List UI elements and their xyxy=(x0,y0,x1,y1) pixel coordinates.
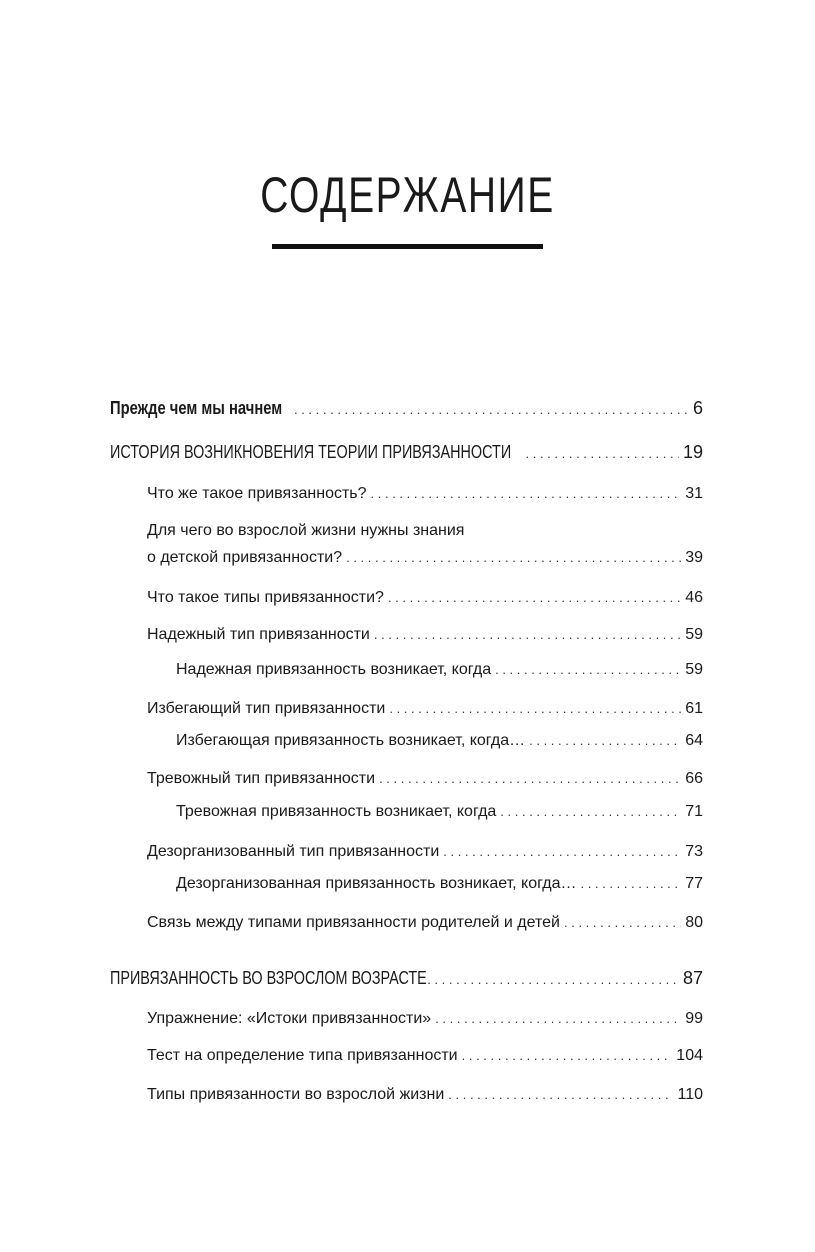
dot-leader xyxy=(564,912,681,934)
toc-entry-label: Тревожная привязанность возникает, когда xyxy=(176,803,497,820)
toc-entry-page: 80 xyxy=(685,914,703,931)
toc-entry[interactable] xyxy=(176,659,703,681)
dot-leader xyxy=(526,443,679,465)
dot-leader xyxy=(389,698,681,720)
toc-entry-label: ПРИВЯЗАННОСТЬ ВО ВЗРОСЛОМ ВОЗРАСТЕ xyxy=(110,968,427,988)
toc-entry-first-line[interactable] xyxy=(147,520,703,542)
toc-entry-page: 19 xyxy=(682,442,703,462)
dot-leader xyxy=(443,841,681,863)
dot-leader xyxy=(462,1045,673,1067)
toc-entry[interactable] xyxy=(176,730,703,752)
toc-entry-label: Что такое типы привязанности? xyxy=(147,589,384,606)
toc-entry-page: 99 xyxy=(685,1010,703,1027)
toc-entry-label: Тест на определение типа привязанности xyxy=(147,1047,458,1064)
toc-entry-label: Надежная привязанность возникает, когда xyxy=(176,661,492,678)
dot-leader xyxy=(495,659,681,681)
toc-entry-page: 77 xyxy=(685,875,703,892)
toc-entry-label: Дезорганизованный тип привязанности xyxy=(147,843,440,860)
dot-leader xyxy=(388,587,681,609)
page-title: СОДЕРЖАНИЕ xyxy=(260,167,555,223)
toc-entry[interactable] xyxy=(147,483,703,505)
toc-entry-label: Связь между типами привязанности родителей и детей xyxy=(147,914,560,931)
toc-entry-page: 104 xyxy=(676,1047,703,1064)
toc-entry[interactable] xyxy=(147,698,703,720)
dot-leader xyxy=(435,1008,681,1030)
toc-entry[interactable] xyxy=(176,873,703,895)
dot-leader xyxy=(294,399,689,421)
toc-entry-page: 46 xyxy=(685,589,703,606)
toc-entry-label: Упражнение: «Истоки привязанности» xyxy=(147,1010,432,1027)
toc-entry-page: 39 xyxy=(685,549,703,566)
toc-entry-label: Избегающий тип привязанности xyxy=(147,700,386,717)
toc-entry-page: 31 xyxy=(685,485,703,502)
dot-leader xyxy=(379,768,681,790)
toc-entry-page: 87 xyxy=(682,968,703,988)
dot-leader xyxy=(448,1084,673,1106)
dot-leader xyxy=(346,547,681,569)
toc-entry-page: 61 xyxy=(685,700,703,717)
toc-entry-label: Что же такое привязанность? xyxy=(147,485,367,502)
toc-entry-page: 73 xyxy=(685,843,703,860)
dot-leader xyxy=(420,969,679,991)
toc-entry[interactable] xyxy=(176,801,703,823)
dot-leader xyxy=(500,801,681,823)
toc-entry-page: 71 xyxy=(685,803,703,820)
toc-entry[interactable] xyxy=(147,547,703,569)
toc-entry-label: Для чего во взрослой жизни нужны знания xyxy=(147,522,465,539)
toc-entry-label: Избегающая привязанность возникает, когда… xyxy=(176,732,526,749)
dot-leader xyxy=(374,624,681,646)
dot-leader xyxy=(529,730,681,752)
title-underline xyxy=(272,244,543,249)
toc-entry-page: 64 xyxy=(685,732,703,749)
toc-entry[interactable] xyxy=(147,912,703,934)
dot-leader xyxy=(580,873,681,895)
toc-entry[interactable] xyxy=(147,1008,703,1030)
toc-entry[interactable] xyxy=(110,441,703,465)
toc-entry-page: 66 xyxy=(685,770,703,787)
toc-entry-page: 6 xyxy=(692,398,703,418)
dot-leader xyxy=(371,483,682,505)
toc-entry-label: о детской привязанности? xyxy=(147,549,343,566)
toc-entry-page: 110 xyxy=(677,1086,703,1103)
toc-entry[interactable] xyxy=(110,397,703,421)
toc-entry[interactable] xyxy=(147,768,703,790)
toc-entry-label: Дезорганизованная привязанность возникает, когда… xyxy=(176,875,577,892)
toc-entry-label: Надежный тип привязанности xyxy=(147,626,370,643)
toc-entry-label: Типы привязанности во взрослой жизни xyxy=(147,1086,445,1103)
toc-entry[interactable] xyxy=(147,1084,703,1106)
toc-entry[interactable] xyxy=(147,1045,703,1067)
toc-entry[interactable] xyxy=(110,967,703,991)
toc-entry[interactable] xyxy=(147,624,703,646)
toc-entry-label: Тревожный тип привязанности xyxy=(147,770,376,787)
toc-entry-label: Прежде чем мы начнем xyxy=(110,398,283,418)
toc-entry-page: 59 xyxy=(685,661,703,678)
toc-entry-page: 59 xyxy=(685,626,703,643)
toc-entry[interactable] xyxy=(147,587,703,609)
toc-entry[interactable] xyxy=(147,841,703,863)
toc-entry-label: ИСТОРИЯ ВОЗНИКНОВЕНИЯ ТЕОРИИ ПРИВЯЗАННОСТИ xyxy=(110,442,512,462)
